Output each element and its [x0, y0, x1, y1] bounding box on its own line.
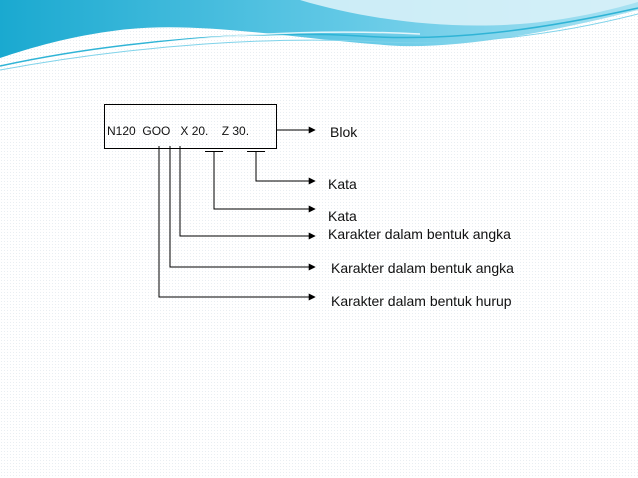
label-kata-1: Kata	[328, 176, 357, 192]
label-blok: Blok	[330, 124, 358, 140]
arrow-kata-x20	[214, 152, 315, 210]
arrow-kata-z30	[256, 152, 315, 182]
label-kata-2: Kata	[328, 208, 357, 224]
arrow-hurup	[159, 146, 315, 297]
arrow-angka-goo	[180, 146, 315, 236]
label-karakter-angka-1: Karakter dalam bentuk angka	[328, 226, 511, 242]
label-karakter-hurup: Karakter dalam bentuk hurup	[331, 293, 512, 309]
label-karakter-angka-2: Karakter dalam bentuk angka	[331, 260, 514, 276]
block-code-text: N120 GOO X 20. Z 30.	[107, 124, 250, 138]
arrow-angka-n120	[170, 146, 315, 267]
